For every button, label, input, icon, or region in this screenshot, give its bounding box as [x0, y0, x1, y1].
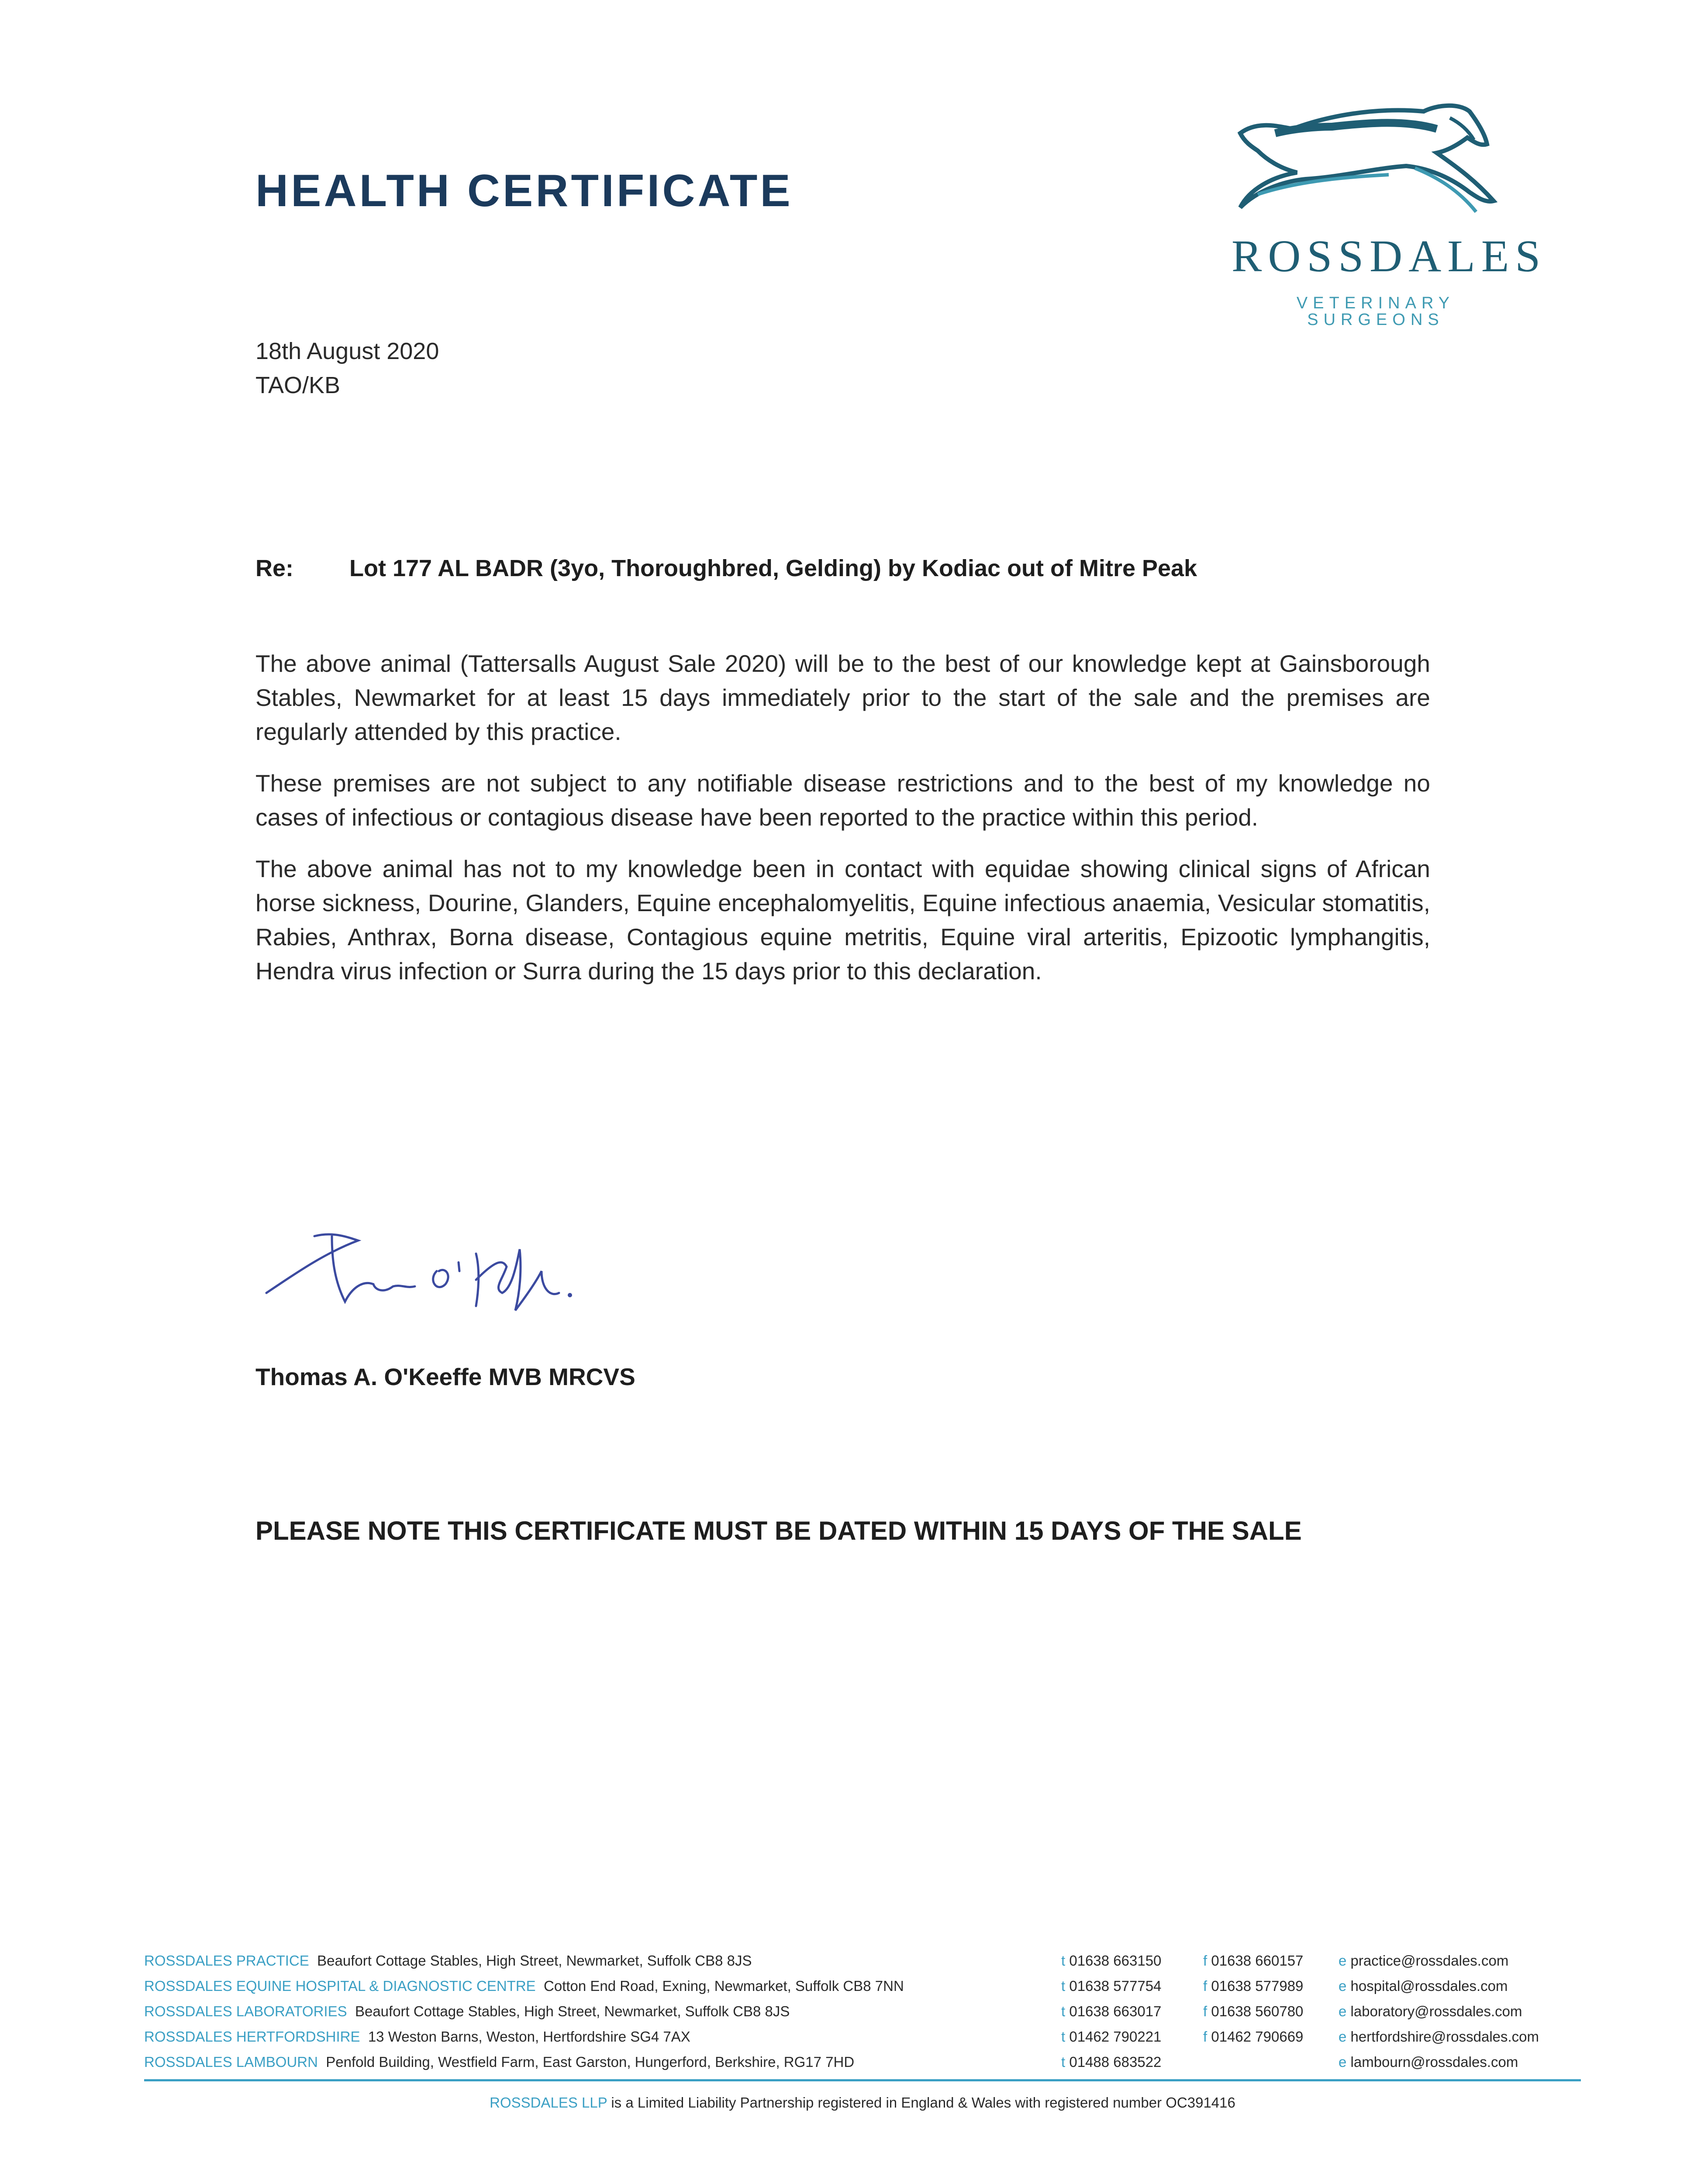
branch-name: ROSSDALES HERTFORDSHIRE: [144, 2028, 360, 2045]
phone-label: t: [1061, 2003, 1066, 2019]
dating-notice: PLEASE NOTE THIS CERTIFICATE MUST BE DATED WITHIN 15 DAYS OF THE SALE: [255, 1516, 1302, 1545]
phone-label: t: [1061, 1952, 1066, 1969]
letter-date: 18th August 2020: [255, 338, 439, 364]
llp-statement: [144, 2094, 1581, 2111]
logo-name: ROSSDALES: [1232, 231, 1547, 281]
reference-code: TAO/KB: [255, 372, 341, 398]
branch-name: ROSSDALES LABORATORIES: [144, 2003, 347, 2019]
branch-address: Cotton End Road, Exning, Newmarket, Suffolk CB8 7NN: [544, 1978, 904, 1994]
footer-row: [144, 1973, 1577, 1999]
footer-divider: [144, 2079, 1581, 2081]
fax-label: f: [1203, 1952, 1207, 1969]
branch-phone: 01488 683522: [1069, 2054, 1162, 2070]
fax-label: f: [1203, 2003, 1207, 2019]
branch-address: Beaufort Cottage Stables, High Street, Newmarket, Suffolk CB8 8JS: [355, 2003, 790, 2019]
signer-name: Thomas A. O'Keeffe MVB MRCVS: [255, 1363, 635, 1390]
body-paragraph: These premises are not subject to any notifiable disease restrictions and to the best of my knowledge no cases of infectious or contagious disease have been reported to the practice within this period.: [255, 770, 1430, 831]
llp-text: is a Limited Liability Partnership registered in England & Wales with registered number OC391416: [611, 2094, 1235, 2111]
footer-row: [144, 2024, 1577, 2049]
footer-row: [144, 2049, 1577, 2075]
email-label: e: [1339, 2003, 1347, 2019]
certificate-body: [255, 646, 1430, 1006]
branch-phone: 01638 663017: [1069, 2003, 1162, 2019]
branch-fax: 01638 560780: [1211, 2003, 1304, 2019]
llp-name: ROSSDALES LLP: [490, 2094, 607, 2111]
branch-email: lambourn@rossdales.com: [1350, 2054, 1518, 2070]
rossdales-logo: [1218, 103, 1547, 329]
fax-label: f: [1203, 1978, 1207, 1994]
branch-email: practice@rossdales.com: [1350, 1952, 1509, 1969]
branch-fax: 01638 577989: [1211, 1978, 1304, 1994]
body-paragraph: The above animal has not to my knowledge been in contact with equidae showing clinical signs of African horse sickness, Dourine, Glanders, Equine encephalomyelitis, Equine infectious anaemia, Vesicular stomatitis, Rabies, Anthrax, Borna disease, Contagious equine metritis, Equine viral arteritis, Epizootic lymphangitis, Hendra virus infection or Surra during the 15 days prior to this declaration.: [255, 855, 1430, 985]
footer-contacts: [144, 1948, 1577, 2075]
page-title: HEALTH CERTIFICATE: [255, 166, 793, 216]
subject-line: Lot 177 AL BADR (3yo, Thoroughbred, Gelding) by Kodiac out of Mitre Peak: [349, 555, 1197, 581]
galloping-horse-logo-icon: [1232, 103, 1502, 225]
email-label: e: [1339, 1978, 1347, 1994]
footer-row: [144, 1999, 1577, 2024]
branch-email: hertfordshire@rossdales.com: [1350, 2028, 1539, 2045]
email-label: e: [1339, 2054, 1347, 2070]
branch-address: Penfold Building, Westfield Farm, East Garston, Hungerford, Berkshire, RG17 7HD: [326, 2054, 855, 2070]
phone-label: t: [1061, 2054, 1066, 2070]
email-label: e: [1339, 1952, 1347, 1969]
fax-label: f: [1203, 2028, 1207, 2045]
footer-row: [144, 1948, 1577, 1973]
email-label: e: [1339, 2028, 1347, 2045]
phone-label: t: [1061, 1978, 1066, 1994]
branch-name: ROSSDALES LAMBOURN: [144, 2054, 318, 2070]
body-paragraph: The above animal (Tattersalls August Sale 2020) will be to the best of our knowledge kept at Gainsborough Stables, Newmarket for at least 15 days immediately prior to the start of the sale and the premises are regularly attended by this practice.: [255, 650, 1430, 745]
logo-subtitle: VETERINARY SURGEONS: [1296, 294, 1455, 329]
branch-email: hospital@rossdales.com: [1350, 1978, 1508, 1994]
phone-label: t: [1061, 2028, 1066, 2045]
reference-block: [255, 334, 439, 402]
branch-name: ROSSDALES PRACTICE: [144, 1952, 309, 1969]
branch-phone: 01638 577754: [1069, 1978, 1162, 1994]
branch-address: 13 Weston Barns, Weston, Hertfordshire SG4 7AX: [368, 2028, 690, 2045]
branch-name: ROSSDALES EQUINE HOSPITAL & DIAGNOSTIC CENTRE: [144, 1978, 536, 1994]
subject-label: Re:: [255, 555, 294, 581]
branch-address: Beaufort Cottage Stables, High Street, Newmarket, Suffolk CB8 8JS: [317, 1952, 752, 1969]
branch-fax: 01462 790669: [1211, 2028, 1304, 2045]
branch-phone: 01462 790221: [1069, 2028, 1162, 2045]
handwritten-signature: [258, 1206, 581, 1319]
branch-fax: 01638 660157: [1211, 1952, 1304, 1969]
branch-phone: 01638 663150: [1069, 1952, 1162, 1969]
branch-email: laboratory@rossdales.com: [1350, 2003, 1522, 2019]
